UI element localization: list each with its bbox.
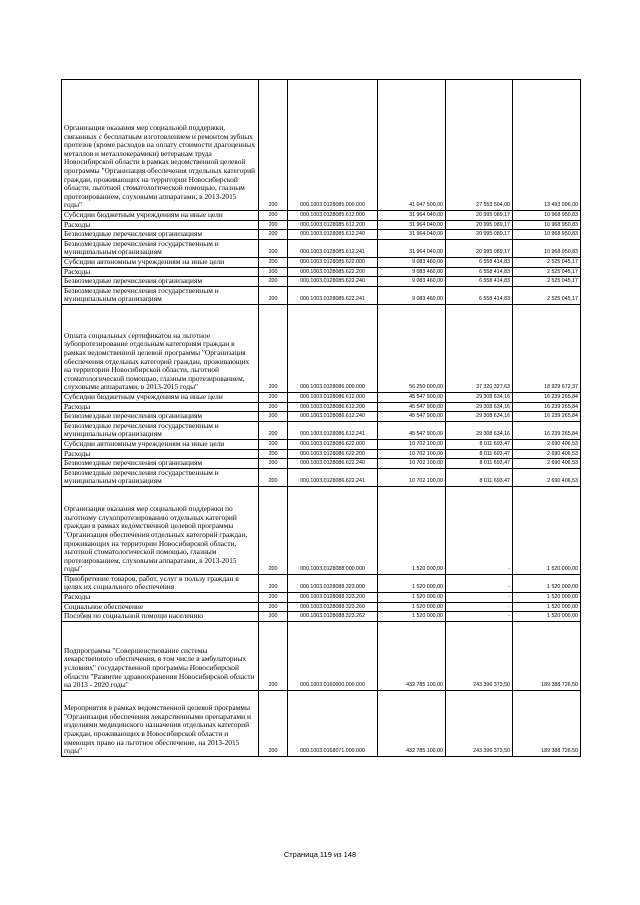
row-name: Расходы: [62, 220, 259, 230]
row-executed: 29 308 634,16: [446, 392, 513, 402]
row-executed: 8 011 693,47: [446, 439, 513, 449]
row-vr-code: 200: [259, 459, 288, 469]
row-executed: -: [446, 612, 513, 622]
row-budget-code: 000.1003.0128088.323.260: [288, 602, 378, 612]
table-row: [62, 468, 581, 486]
row-vr-code: 200: [259, 421, 288, 439]
row-remaining: 2 690 406,53: [513, 468, 581, 486]
row-executed: 6 558 414,83: [446, 277, 513, 287]
row-executed: -: [446, 602, 513, 612]
row-name: Расходы: [62, 402, 259, 412]
table-row: [62, 621, 581, 690]
table-row: [62, 574, 581, 592]
table-row: [62, 439, 581, 449]
table-row: [62, 593, 581, 603]
row-vr-code: 200: [259, 412, 288, 422]
table-row: [62, 412, 581, 422]
row-plan: 9 083 460,00: [378, 257, 446, 267]
row-budget-code: 000.1003.0128088.000.000: [288, 486, 378, 574]
row-remaining: 2 525 045,17: [513, 257, 581, 267]
row-budget-code: 000.1003.0128086.612.200: [288, 402, 378, 412]
row-executed: 6 558 414,83: [446, 286, 513, 304]
row-budget-code: 000.1003.0128085.622.200: [288, 267, 378, 277]
row-name: Организация оказания мер социальной поддержки по льготному слухопротезированию отдельных категорий граждан в рамках ведомственной целевой программы "Организация обеспечения отдельных категорий граждан, проживающих на территории Новосибирской области, льготной стоматологической помощью, глазным протезированием, слуховыми аппаратами, в 2013-2015 годы": [62, 486, 259, 574]
row-name: Мероприятия в рамках ведомственной целевой программы "Организация обеспечения лекарственными препаратами и изделиями медицинского назначения отдельных категорий граждан, проживающих в Новосибирской области и имеющих право на льготное обеспечение, на 2013-2015 годы": [62, 690, 259, 756]
table-row: [62, 612, 581, 622]
row-plan: 45 547 900,00: [378, 412, 446, 422]
row-vr-code: 200: [259, 80, 288, 211]
report-table-body: [62, 80, 581, 757]
row-executed: 29 308 634,16: [446, 412, 513, 422]
report-table: [61, 79, 581, 757]
row-plan: 432 785 100,00: [378, 690, 446, 756]
row-budget-code: 000.1003.0128086.622.241: [288, 468, 378, 486]
row-budget-code: 000.1003.0128086.612.240: [288, 412, 378, 422]
row-vr-code: 200: [259, 239, 288, 257]
row-plan: 10 702 100,00: [378, 468, 446, 486]
row-plan: 45 547 900,00: [378, 402, 446, 412]
row-executed: -: [446, 593, 513, 603]
row-executed: 8 011 693,47: [446, 449, 513, 459]
row-executed: 6 558 414,83: [446, 257, 513, 267]
row-remaining: 2 690 406,53: [513, 459, 581, 469]
row-remaining: 189 388 726,50: [513, 690, 581, 756]
row-name: Оплата социальных сертификатов на льготное зубопротезирование отдельным категориям граждан в рамках ведомственной целевой программы "Организация обеспечения отдельных категорий граждан, проживающих на территории Новосибирской области, льготной стоматологической помощью, глазным протезированием, слуховыми аппаратами, в 2013-2015 годы": [62, 304, 259, 392]
row-vr-code: 200: [259, 486, 288, 574]
table-row: [62, 220, 581, 230]
row-plan: 41 047 500,00: [378, 80, 446, 211]
row-executed: 20 995 089,17: [446, 230, 513, 240]
table-row: [62, 602, 581, 612]
row-vr-code: 200: [259, 257, 288, 267]
row-name: Безвозмездные перечисления государственным и муниципальным организациям: [62, 468, 259, 486]
row-name: Субсидии автономным учреждениям на иные цели: [62, 439, 259, 449]
row-budget-code: 000.1003.0128085.612.240: [288, 230, 378, 240]
row-vr-code: 200: [259, 612, 288, 622]
table-row: [62, 690, 581, 756]
row-name: Безвозмездные перечисления организациям: [62, 230, 259, 240]
row-name: Пособия по социальной помощи населению: [62, 612, 259, 622]
row-plan: 1 520 000,00: [378, 486, 446, 574]
table-row: [62, 239, 581, 257]
row-remaining: 18 929 672,37: [513, 304, 581, 392]
table-row: [62, 486, 581, 574]
row-plan: 1 520 000,00: [378, 593, 446, 603]
row-vr-code: 200: [259, 602, 288, 612]
table-row: [62, 257, 581, 267]
row-plan: 31 964 040,00: [378, 230, 446, 240]
row-remaining: 2 525 045,17: [513, 267, 581, 277]
row-executed: 27 553 504,00: [446, 80, 513, 211]
table-row: [62, 421, 581, 439]
row-remaining: 2 690 406,53: [513, 439, 581, 449]
row-executed: 29 308 634,16: [446, 402, 513, 412]
table-row: [62, 402, 581, 412]
row-vr-code: 200: [259, 402, 288, 412]
row-name: Расходы: [62, 267, 259, 277]
row-budget-code: 000.1003.0160000.000.000: [288, 621, 378, 690]
row-name: Безвозмездные перечисления организациям: [62, 277, 259, 287]
row-executed: 29 308 634,16: [446, 421, 513, 439]
row-vr-code: 200: [259, 211, 288, 221]
table-row: [62, 304, 581, 392]
row-executed: 243 396 373,50: [446, 621, 513, 690]
row-plan: 45 547 900,00: [378, 421, 446, 439]
row-plan: 10 702 100,00: [378, 459, 446, 469]
row-name: Безвозмездные перечисления организациям: [62, 459, 259, 469]
row-plan: 31 964 040,00: [378, 239, 446, 257]
table-row: [62, 230, 581, 240]
row-vr-code: 200: [259, 621, 288, 690]
row-plan: 432 785 100,00: [378, 621, 446, 690]
row-name: Безвозмездные перечисления организациям: [62, 412, 259, 422]
row-name: Безвозмездные перечисления государственным и муниципальным организациям: [62, 286, 259, 304]
row-vr-code: 200: [259, 286, 288, 304]
row-budget-code: 000.1003.0128086.622.000: [288, 439, 378, 449]
row-executed: 8 011 693,47: [446, 459, 513, 469]
row-remaining: 16 239 265,84: [513, 392, 581, 402]
table-row: [62, 80, 581, 211]
row-vr-code: 200: [259, 449, 288, 459]
table-row: [62, 211, 581, 221]
row-name: Субсидии автономным учреждениям на иные цели: [62, 257, 259, 267]
row-executed: 243 396 373,50: [446, 690, 513, 756]
row-executed: 20 995 089,17: [446, 211, 513, 221]
row-vr-code: 200: [259, 220, 288, 230]
row-executed: 6 558 414,83: [446, 267, 513, 277]
row-name: Расходы: [62, 449, 259, 459]
row-plan: 31 964 040,00: [378, 211, 446, 221]
row-name: Субсидии бюджетным учреждениям на иные цели: [62, 211, 259, 221]
row-remaining: 1 520 000,00: [513, 602, 581, 612]
row-plan: 31 964 040,00: [378, 220, 446, 230]
row-name: Приобретение товаров, работ, услуг в пользу граждан в целях их социального обеспечения: [62, 574, 259, 592]
row-executed: -: [446, 486, 513, 574]
table-row: [62, 286, 581, 304]
row-budget-code: 000.1003.0128086.000.000: [288, 304, 378, 392]
row-plan: 9 083 460,00: [378, 267, 446, 277]
row-plan: 1 520 000,00: [378, 612, 446, 622]
row-budget-code: 000.1003.0128086.612.000: [288, 392, 378, 402]
row-remaining: 1 520 000,00: [513, 593, 581, 603]
row-remaining: 16 239 265,84: [513, 412, 581, 422]
row-executed: -: [446, 574, 513, 592]
row-budget-code: 000.1003.0128086.622.240: [288, 459, 378, 469]
row-remaining: 10 968 950,83: [513, 230, 581, 240]
row-plan: 9 083 460,00: [378, 286, 446, 304]
row-vr-code: 200: [259, 304, 288, 392]
row-vr-code: 200: [259, 267, 288, 277]
row-executed: 20 995 089,17: [446, 220, 513, 230]
row-executed: 8 011 693,47: [446, 468, 513, 486]
row-name: Подпрограмма "Совершенствование системы лекарственного обеспечения, в том числе в амбулаторных условиях" государственной программы Новосибирской области "Развитие здравоохранения Новосибирской области на 2013 - 2020 годы": [62, 621, 259, 690]
row-budget-code: 000.1003.0128088.323.262: [288, 612, 378, 622]
row-name: Организация оказания мер социальной поддержки, связанных с бесплатным изготовлением и ремонтом зубных протезов (кроме расходов на оплату стоимости драгоценных металлов и металлокерамики) ветеранам труда Новосибирской области в рамках ведомственной целевой программы "Организация обеспечения отдельных категорий граждан, проживающих на территории Новосибирской области, льготной стоматологической помощью, глазным протезированием, слуховыми аппаратами, в 2013-2015 годы": [62, 80, 259, 211]
row-remaining: 1 520 000,00: [513, 486, 581, 574]
row-vr-code: 200: [259, 468, 288, 486]
row-remaining: 2 525 045,17: [513, 277, 581, 287]
row-remaining: 10 968 950,83: [513, 239, 581, 257]
row-budget-code: 000.1003.0128088.323.200: [288, 593, 378, 603]
row-remaining: 189 388 726,50: [513, 621, 581, 690]
row-vr-code: 200: [259, 574, 288, 592]
table-row: [62, 392, 581, 402]
row-budget-code: 000.1003.0128085.000.000: [288, 80, 378, 211]
row-remaining: 1 520 000,00: [513, 574, 581, 592]
row-plan: 10 702 100,00: [378, 449, 446, 459]
row-remaining: 2 690 406,53: [513, 449, 581, 459]
row-executed: 37 320 327,63: [446, 304, 513, 392]
row-plan: 56 250 000,00: [378, 304, 446, 392]
row-budget-code: 000.1003.0128085.622.240: [288, 277, 378, 287]
row-remaining: 16 239 265,84: [513, 421, 581, 439]
row-vr-code: 200: [259, 593, 288, 603]
table-row: [62, 449, 581, 459]
row-vr-code: 200: [259, 392, 288, 402]
row-remaining: 10 968 950,83: [513, 220, 581, 230]
row-executed: 20 995 089,17: [446, 239, 513, 257]
row-name: Расходы: [62, 593, 259, 603]
row-plan: 45 547 900,00: [378, 392, 446, 402]
row-budget-code: 000.1003.0128086.612.241: [288, 421, 378, 439]
row-name: Субсидии бюджетным учреждениям на иные цели: [62, 392, 259, 402]
row-vr-code: 200: [259, 439, 288, 449]
row-vr-code: 200: [259, 230, 288, 240]
row-budget-code: 000.1003.0128085.612.200: [288, 220, 378, 230]
row-budget-code: 000.1003.0128085.612.241: [288, 239, 378, 257]
row-remaining: 13 493 996,00: [513, 80, 581, 211]
table-row: [62, 277, 581, 287]
table-row: [62, 459, 581, 469]
row-name: Безвозмездные перечисления государственным и муниципальным организациям: [62, 239, 259, 257]
row-plan: 9 083 460,00: [378, 277, 446, 287]
table-row: [62, 267, 581, 277]
page-footer: Страница 119 из 148: [283, 850, 357, 859]
row-vr-code: 200: [259, 277, 288, 287]
row-budget-code: 000.1003.0128088.323.000: [288, 574, 378, 592]
row-remaining: 16 239 265,84: [513, 402, 581, 412]
row-remaining: 1 520 000,00: [513, 612, 581, 622]
row-plan: 10 702 100,00: [378, 439, 446, 449]
row-vr-code: 200: [259, 690, 288, 756]
row-remaining: 10 968 950,83: [513, 211, 581, 221]
row-remaining: 2 525 045,17: [513, 286, 581, 304]
row-plan: 1 520 000,00: [378, 574, 446, 592]
row-budget-code: 000.1003.0128085.622.241: [288, 286, 378, 304]
row-budget-code: 000.1003.0128085.622.000: [288, 257, 378, 267]
row-budget-code: 000.1003.0128086.622.200: [288, 449, 378, 459]
row-plan: 1 520 000,00: [378, 602, 446, 612]
row-budget-code: 000.1003.0128085.612.000: [288, 211, 378, 221]
row-name: Социальное обеспечение: [62, 602, 259, 612]
row-name: Безвозмездные перечисления государственным и муниципальным организациям: [62, 421, 259, 439]
row-budget-code: 000.1003.0168071.000.000: [288, 690, 378, 756]
